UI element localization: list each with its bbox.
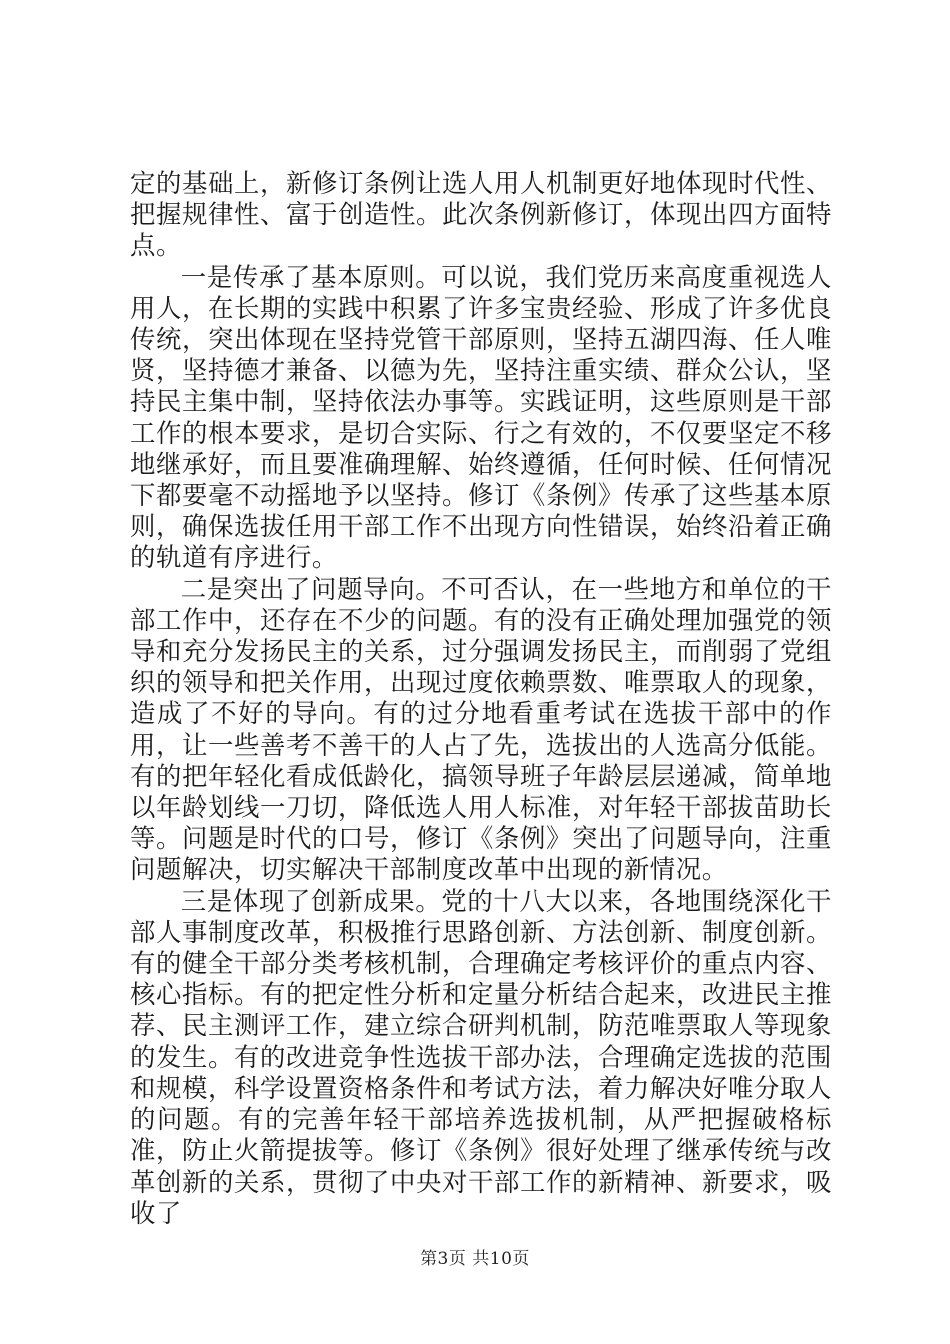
page-number-footer: 第3页 共10页 [420, 1249, 530, 1269]
document-body [130, 168, 832, 1229]
paragraph-point-3: 三是体现了创新成果。党的十八大以来，各地围绕深化干部人事制度改革，积极推行思路创新、方法创新、制度创新。有的健全干部分类考核机制，合理确定考核评价的重点内容、核心指标。有的把定性分析和定量分析结合起来，改进民主推荐、民主测评工作，建立综合研判机制，防范唯票取人等现象的发生。有的改进竞争性选拔干部办法，合理确定选拔的范围和规模，科学设置资格条件和考试方法，着力解决好唯分取人的问题。有的完善年轻干部培养选拔机制，从严把握破格标准，防止火箭提拔等。修订《条例》很好处理了继承传统与改革创新的关系，贯彻了中央对干部工作的新精神、新要求，吸收了 [130, 885, 832, 1228]
paragraph-point-1: 一是传承了基本原则。可以说，我们党历来高度重视选人用人，在长期的实践中积累了许多宝贵经验、形成了许多优良传统，突出体现在坚持党管干部原则，坚持五湖四海、任人唯贤，坚持德才兼备、以德为先，坚持注重实绩、群众公认，坚持民主集中制，坚持依法办事等。实践证明，这些原则是干部工作的根本要求，是切合实际、行之有效的，不仅要坚定不移地继承好，而且要准确理解、始终遵循，任何时候、任何情况下都要毫不动摇地予以坚持。修订《条例》传承了这些基本原则，确保选拔任用干部工作不出现方向性错误，始终沿着正确的轨道有序进行。 [130, 261, 832, 573]
paragraph-continuation: 定的基础上，新修订条例让选人用人机制更好地体现时代性、把握规律性、富于创造性。此次条例新修订，体现出四方面特点。 [130, 168, 832, 261]
paragraph-point-2: 二是突出了问题导向。不可否认，在一些地方和单位的干部工作中，还存在不少的问题。有的没有正确处理加强党的领导和充分发扬民主的关系，过分强调发扬民主，而削弱了党组织的领导和把关作用，出现过度依赖票数、唯票取人的现象，造成了不好的导向。有的过分地看重考试在选拔干部中的作用，让一些善考不善干的人占了先，选拔出的人选高分低能。有的把年轻化看成低龄化，搞领导班子年龄层层递减，简单地以年龄划线一刀切，降低选人用人标准，对年轻干部拔苗助长等。问题是时代的口号，修订《条例》突出了问题导向，注重问题解决，切实解决干部制度改革中出现的新情况。 [130, 573, 832, 885]
